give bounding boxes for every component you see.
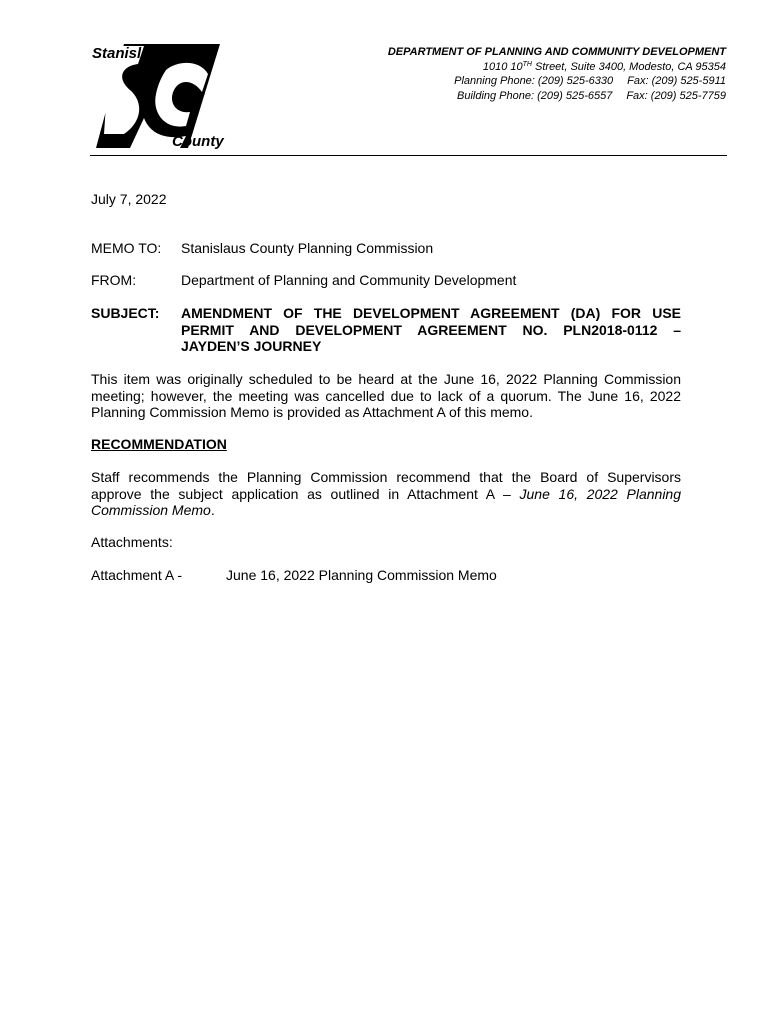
attachment-a-label: Attachment A - [91, 567, 183, 583]
stanislaus-county-logo [90, 40, 225, 152]
intro-paragraph: This item was originally scheduled to be heard at the June 16, 2022 Planning Commission meeting; however, the meeting was cancelled due to lack of a quorum. The June 16, 2022 Planning Commission Memo is provided as Attachment A of this memo. [91, 371, 681, 420]
attachments-label: Attachments: [91, 534, 173, 550]
building-contact [388, 89, 726, 104]
address-superscript: TH [522, 60, 532, 68]
planning-contact [388, 74, 726, 89]
recommendation-end: . [210, 502, 215, 518]
recommendation-paragraph [91, 469, 681, 519]
address-suffix: Street, Suite 3400, Modesto, CA 95354 [531, 60, 726, 73]
building-fax: Fax: (209) 525-7759 [626, 89, 726, 102]
memo-from-label: FROM: [91, 272, 137, 288]
logo-text-bottom: County [172, 133, 224, 150]
memo-subject-label: SUBJECT: [91, 305, 160, 321]
recommendation-heading: RECOMMENDATION [91, 436, 227, 452]
memo-to-label: MEMO TO: [91, 240, 162, 256]
attachment-a-value: June 16, 2022 Planning Commission Memo [226, 567, 497, 583]
planning-phone: Planning Phone: (209) 525-6330 [454, 75, 614, 87]
logo-text-top: Stanislaus [92, 45, 168, 62]
department-header [388, 45, 726, 103]
header-divider [90, 155, 727, 156]
memo-to-value: Stanislaus County Planning Commission [181, 240, 434, 256]
memo-from-value: Department of Planning and Community Development [181, 272, 517, 288]
recommendation-attachment-title: June 16, 2022 Planning Commission Memo [91, 485, 681, 518]
department-name: DEPARTMENT OF PLANNING AND COMMUNITY DEVELOPMENT [387, 46, 726, 58]
department-address [388, 60, 726, 75]
building-phone: Building Phone: (209) 525-6557 [456, 89, 613, 102]
memo-date: July 7, 2022 [91, 191, 167, 207]
planning-fax: Fax: (209) 525-5911 [627, 75, 726, 87]
address-prefix: 1010 10 [482, 60, 523, 73]
memo-subject-value: AMENDMENT OF THE DEVELOPMENT AGREEMENT (DA) FOR USE PERMIT AND DEVELOPMENT AGREEMENT NO. PLN2018-0112 – JAYDEN’S JOURNEY [181, 305, 681, 354]
recommendation-text: Staff recommends the Planning Commission recommend that the Board of Supervisors approve the subject application as outlined in Attachment A – [91, 469, 681, 502]
